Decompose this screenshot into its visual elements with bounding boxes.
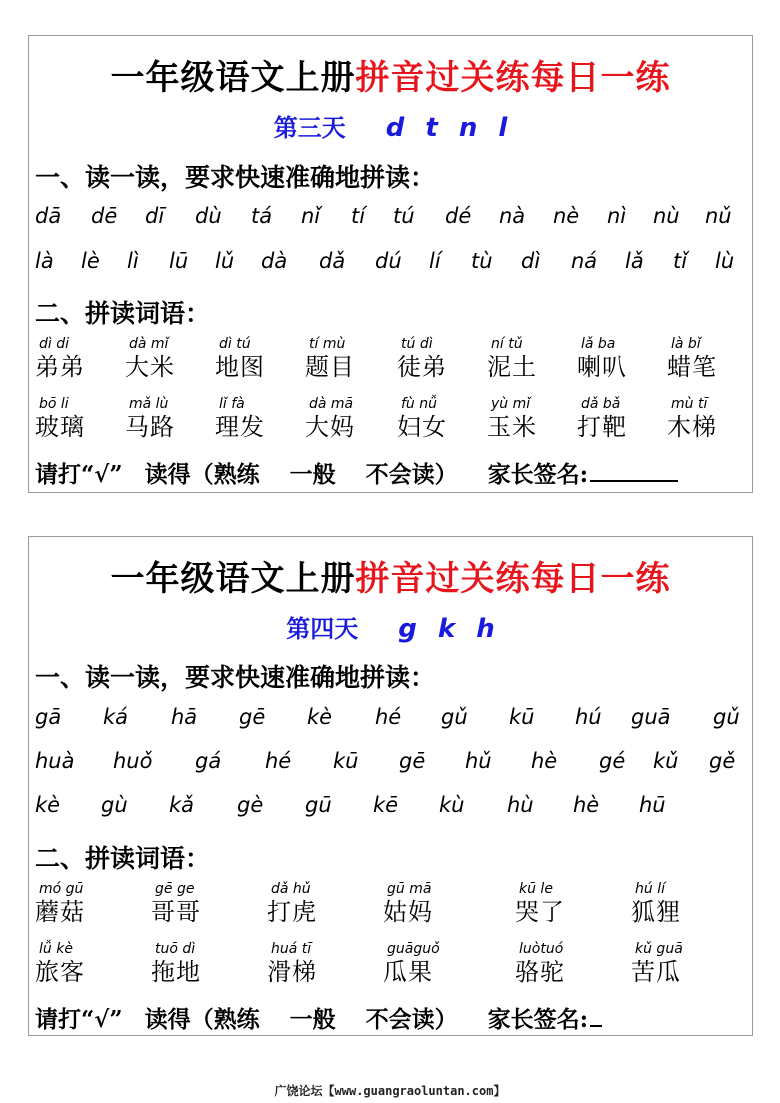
word-item	[305, 336, 395, 382]
word-item	[487, 336, 577, 382]
word-pinyin: tuō dì	[155, 941, 196, 957]
read-close: ）	[434, 461, 458, 488]
day-letters: g k h	[398, 614, 495, 644]
word-characters: 弟弟	[35, 353, 85, 381]
word-item	[383, 941, 473, 987]
pinyin-syllable: gē	[399, 749, 426, 773]
pinyin-syllable: tù	[471, 249, 493, 273]
pinyin-syllable: hū	[639, 793, 666, 817]
pinyin-syllable: dī	[145, 204, 165, 228]
pinyin-syllable: tá	[251, 204, 273, 228]
word-characters: 打虎	[267, 898, 317, 926]
word-characters: 哭了	[515, 898, 565, 926]
option-cannot-read[interactable]: 不会读	[365, 461, 435, 488]
word-characters: 理发	[215, 413, 265, 441]
word-pinyin: tí mù	[309, 336, 346, 352]
pinyin-syllable: lǎ	[625, 249, 644, 273]
title-red-part: 拼音过关练每日一练	[355, 559, 671, 599]
word-characters: 马路	[125, 413, 175, 441]
word-item	[151, 941, 241, 987]
pinyin-syllable: tí	[351, 204, 366, 228]
pinyin-syllable: hé	[265, 749, 292, 773]
word-item	[267, 941, 357, 987]
pinyin-syllable: gá	[195, 749, 222, 773]
parent-check-line	[35, 1001, 602, 1034]
word-pinyin: mó gū	[39, 881, 84, 897]
word-pinyin: yù mǐ	[491, 396, 531, 412]
word-item	[215, 396, 305, 442]
pinyin-syllable: kū	[333, 749, 359, 773]
pinyin-syllable: huǒ	[113, 749, 153, 773]
word-pinyin: mǎ lù	[129, 396, 169, 412]
title-black-part: 一年级语文上册	[110, 559, 356, 599]
card-title	[29, 50, 752, 99]
pinyin-syllable: kū	[509, 705, 535, 729]
pinyin-syllable: kè	[307, 705, 333, 729]
practice-card-day4	[28, 536, 753, 1036]
word-characters: 骆驼	[515, 958, 565, 986]
word-pinyin: dì di	[39, 336, 70, 352]
pinyin-syllable: huà	[35, 749, 75, 773]
pinyin-syllable: nǔ	[705, 204, 732, 228]
word-characters: 玻璃	[35, 413, 85, 441]
word-pinyin: ní tǔ	[491, 336, 523, 352]
pinyin-syllable: nà	[499, 204, 526, 228]
pinyin-syllable: gū	[305, 793, 332, 817]
parent-signature-line[interactable]	[590, 1005, 602, 1027]
word-item	[151, 881, 241, 927]
word-characters: 蜡笔	[667, 353, 717, 381]
title-red-part: 拼音过关练每日一练	[355, 58, 671, 98]
word-pinyin: dà mā	[309, 396, 354, 412]
word-pinyin: dì tú	[219, 336, 251, 352]
word-item	[515, 881, 605, 927]
word-characters: 姑妈	[383, 898, 433, 926]
word-pinyin: bō li	[39, 396, 69, 412]
pinyin-syllable: dé	[445, 204, 472, 228]
parent-check-line	[35, 456, 678, 489]
word-pinyin: lǎ ba	[581, 336, 616, 352]
word-characters: 苦瓜	[631, 958, 681, 986]
pinyin-syllable: gé	[599, 749, 626, 773]
word-pinyin: guāguǒ	[387, 941, 440, 957]
pinyin-syllable: dē	[91, 204, 118, 228]
word-characters: 木梯	[667, 413, 717, 441]
word-pinyin: tú dì	[401, 336, 433, 352]
pinyin-syllable: gù	[101, 793, 128, 817]
option-average[interactable]: 一般	[289, 1006, 336, 1033]
pinyin-syllable: ná	[571, 249, 598, 273]
word-item	[125, 396, 215, 442]
pinyin-syllable: nè	[553, 204, 580, 228]
word-pinyin: là bǐ	[671, 336, 701, 352]
word-pinyin: hú lí	[635, 881, 665, 897]
pinyin-syllable: lí	[429, 249, 441, 273]
word-characters: 旅客	[35, 958, 85, 986]
pinyin-syllable: gě	[709, 749, 736, 773]
word-characters: 哥哥	[151, 898, 201, 926]
word-item	[267, 881, 357, 927]
pinyin-syllable: dú	[375, 249, 402, 273]
pinyin-syllable: dà	[261, 249, 288, 273]
pinyin-syllable: lè	[81, 249, 100, 273]
word-item	[383, 881, 473, 927]
pinyin-syllable: kè	[35, 793, 61, 817]
word-characters: 蘑菇	[35, 898, 85, 926]
pinyin-syllable: tú	[393, 204, 415, 228]
option-average[interactable]: 一般	[289, 461, 336, 488]
word-item	[305, 396, 395, 442]
word-pinyin: dǎ bǎ	[581, 396, 621, 412]
word-item	[577, 396, 667, 442]
word-characters: 拖地	[151, 958, 201, 986]
pinyin-syllable: gā	[35, 705, 62, 729]
word-characters: 滑梯	[267, 958, 317, 986]
pinyin-syllable: hè	[531, 749, 558, 773]
option-cannot-read[interactable]: 不会读	[365, 1006, 435, 1033]
word-pinyin: gē ge	[155, 881, 195, 897]
pinyin-syllable: lù	[715, 249, 735, 273]
word-item	[631, 941, 721, 987]
word-pinyin: lǚ kè	[39, 941, 73, 957]
pinyin-syllable: lì	[127, 249, 139, 273]
pinyin-syllable: kē	[373, 793, 399, 817]
parent-signature-label: 家长签名:	[487, 461, 589, 488]
pinyin-syllable: gǔ	[441, 705, 468, 729]
day-heading	[29, 108, 752, 143]
word-characters: 题目	[305, 353, 355, 381]
word-characters: 打靶	[577, 413, 627, 441]
parent-signature-label: 家长签名:	[487, 1006, 589, 1033]
pinyin-syllable: kù	[439, 793, 465, 817]
pinyin-syllable: hā	[171, 705, 198, 729]
pinyin-syllable: lū	[169, 249, 189, 273]
day-label: 第四天	[286, 614, 359, 643]
pinyin-syllable: dì	[521, 249, 541, 273]
word-pinyin: dà mǐ	[129, 336, 169, 352]
pinyin-syllable: dā	[35, 204, 62, 228]
pinyin-syllable: hù	[507, 793, 534, 817]
pinyin-syllable: tǐ	[673, 249, 688, 273]
option-fluent[interactable]: 熟练	[213, 1006, 260, 1033]
pinyin-syllable: gǔ	[713, 705, 740, 729]
word-item	[397, 396, 487, 442]
word-pinyin: dǎ hǔ	[271, 881, 311, 897]
pinyin-syllable: guā	[631, 705, 671, 729]
read-label: 读得（	[144, 1006, 214, 1033]
pinyin-syllable: dù	[195, 204, 222, 228]
section-words-heading: 二、拼读词语：	[35, 299, 211, 328]
card-title	[29, 551, 752, 600]
section-read-heading: 一、读一读，要求快速准确地拼读：	[35, 163, 436, 192]
parent-signature-line[interactable]	[590, 460, 678, 482]
site-footer: 广饶论坛【www.guangraoluntan.com】	[274, 1084, 506, 1098]
pinyin-syllable: nǐ	[301, 204, 321, 228]
pinyin-syllable: hú	[575, 705, 602, 729]
section-read-heading: 一、读一读，要求快速准确地拼读：	[35, 663, 436, 692]
pinyin-syllable: hè	[573, 793, 600, 817]
read-label: 读得（	[144, 461, 214, 488]
word-pinyin: huá tī	[271, 941, 312, 957]
word-item	[667, 396, 757, 442]
pinyin-syllable: lǔ	[215, 249, 235, 273]
word-item	[35, 396, 125, 442]
option-fluent[interactable]: 熟练	[213, 461, 260, 488]
word-pinyin: mù tī	[671, 396, 708, 412]
word-item	[667, 336, 757, 382]
word-characters: 徒弟	[397, 353, 447, 381]
section-words-heading: 二、拼读词语：	[35, 844, 211, 873]
word-item	[577, 336, 667, 382]
word-item	[631, 881, 721, 927]
pinyin-syllable: là	[35, 249, 54, 273]
word-item	[35, 336, 125, 382]
word-item	[35, 941, 125, 987]
word-pinyin: fù nǚ	[401, 396, 437, 412]
pinyin-syllable: kǎ	[169, 793, 195, 817]
pinyin-syllable: nì	[607, 204, 627, 228]
word-characters: 玉米	[487, 413, 537, 441]
word-characters: 喇叭	[577, 353, 627, 381]
word-characters: 大米	[125, 353, 175, 381]
title-black-part: 一年级语文上册	[110, 58, 356, 98]
pinyin-syllable: hǔ	[465, 749, 492, 773]
word-characters: 妇女	[397, 413, 447, 441]
check-instruction: 请打“√”	[35, 1006, 123, 1033]
word-pinyin: luòtuó	[519, 941, 564, 957]
word-pinyin: kū le	[519, 881, 553, 897]
pinyin-syllable: ká	[103, 705, 129, 729]
word-characters: 地图	[215, 353, 265, 381]
word-characters: 泥土	[487, 353, 537, 381]
word-item	[215, 336, 305, 382]
word-characters: 瓜果	[383, 958, 433, 986]
word-item	[397, 336, 487, 382]
word-pinyin: kǔ guā	[635, 941, 683, 957]
day-label: 第三天	[273, 113, 346, 142]
word-item	[487, 396, 577, 442]
word-item	[125, 336, 215, 382]
day-letters: d t n l	[385, 113, 508, 143]
pinyin-syllable: gè	[237, 793, 264, 817]
day-heading	[29, 609, 752, 644]
word-characters: 狐狸	[631, 898, 681, 926]
word-item	[35, 881, 125, 927]
pinyin-syllable: gē	[239, 705, 266, 729]
word-pinyin: gū mā	[387, 881, 432, 897]
practice-card-day3	[28, 35, 753, 493]
pinyin-syllable: nù	[653, 204, 680, 228]
check-instruction: 请打“√”	[35, 461, 123, 488]
word-characters: 大妈	[305, 413, 355, 441]
read-close: ）	[434, 1006, 458, 1033]
word-pinyin: lǐ fà	[219, 396, 245, 412]
word-item	[515, 941, 605, 987]
pinyin-syllable: dǎ	[319, 249, 346, 273]
pinyin-syllable: kǔ	[653, 749, 679, 773]
pinyin-syllable: hé	[375, 705, 402, 729]
